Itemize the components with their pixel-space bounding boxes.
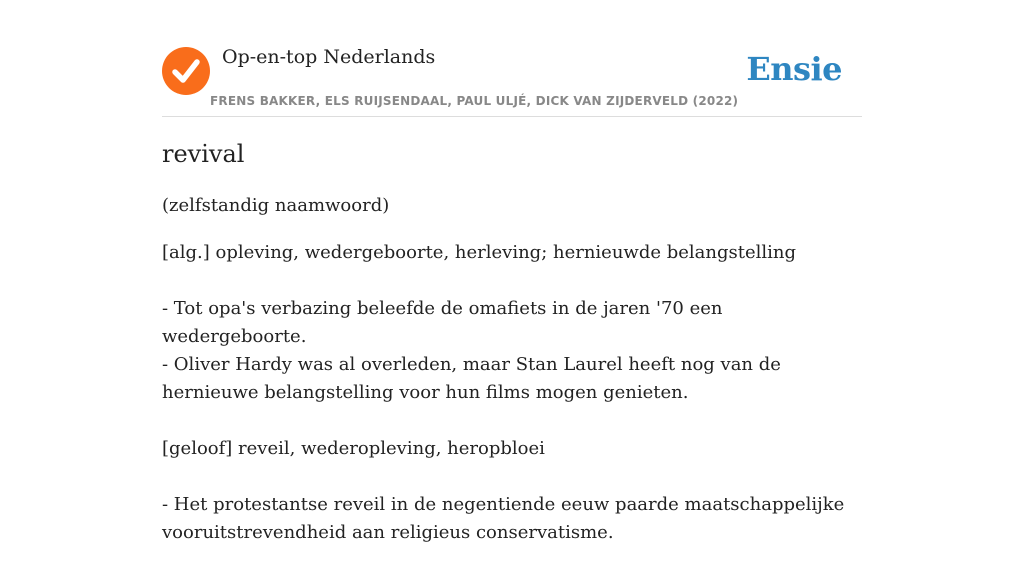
example-sentence: - Tot opa's verbazing beleefde de omafiets in de jaren '70 een wedergeboorte. (162, 298, 723, 347)
source-authors: FRENS BAKKER, ELS RUIJSENDAAL, PAUL ULJÉ, DICK VAN ZIJDERVELD (2022) (210, 94, 739, 108)
brand-logo[interactable]: Ensie (746, 50, 842, 88)
entry-card (162, 0, 862, 543)
definition-body (162, 239, 862, 575)
example-sentence: - Het protestantse reveil in de negentiende eeuw paarde maatschappelijke vooruitstrevendheid aan religieus conservatisme. (162, 494, 845, 543)
headword: revival (162, 140, 245, 168)
source-logo[interactable] (162, 47, 210, 95)
sense-1-definition: [alg.] opleving, wedergeboorte, herleving; hernieuwde belangstelling (162, 242, 797, 263)
checkmark-icon (162, 47, 210, 95)
example-sentence: - Oliver Hardy was al overleden, maar Stan Laurel heeft nog van de hernieuwe belangstelling voor hun films mogen genieten. (162, 354, 781, 403)
sense-2-definition: [geloof] reveil, wederopleving, heropbloei (162, 438, 545, 459)
source-header (162, 0, 862, 117)
source-title[interactable]: Op-en-top Nederlands (222, 46, 436, 68)
sense-2-examples (162, 491, 862, 547)
sense-1-examples (162, 295, 862, 407)
part-of-speech: (zelfstandig naamwoord) (162, 195, 390, 216)
